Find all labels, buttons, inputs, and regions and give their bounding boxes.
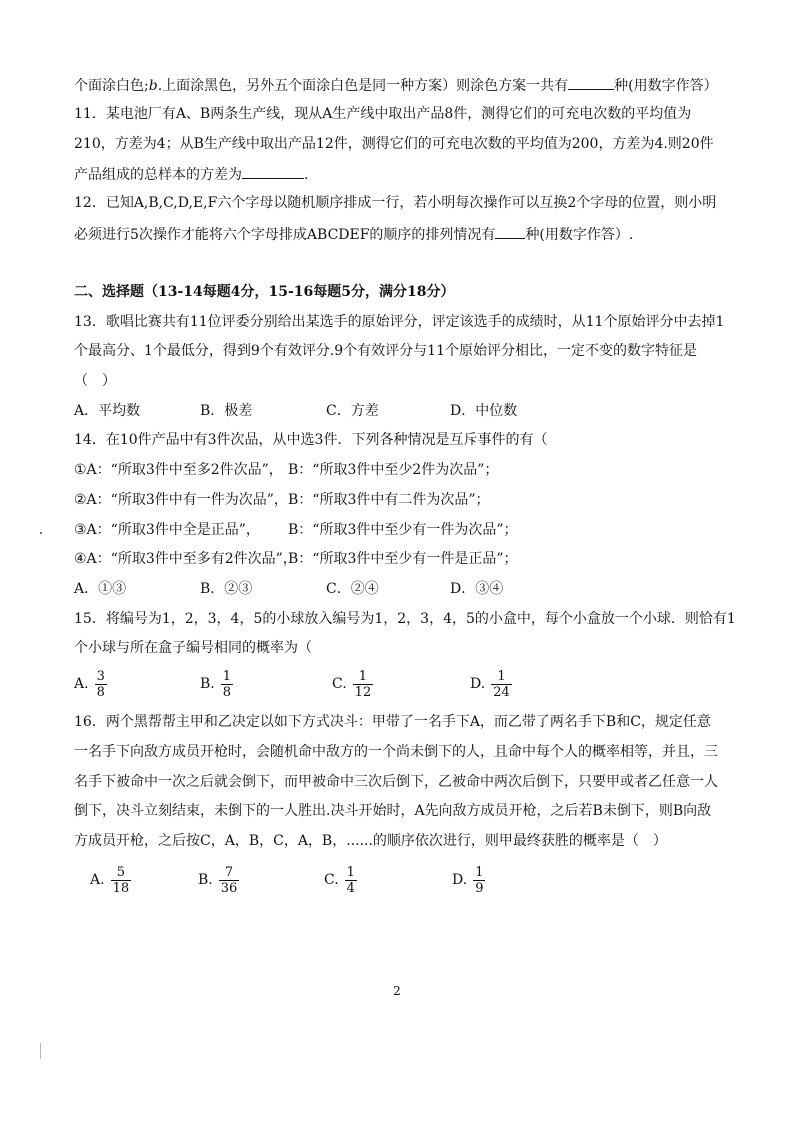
q14-item-4-b: B：“所取3件中至少有一件是正品”；: [288, 551, 518, 567]
q10-tail-line: [74, 74, 724, 94]
q16-option-a[interactable]: [90, 860, 131, 900]
q15-options: [74, 664, 724, 704]
numerator: 1: [346, 864, 355, 880]
numerator: 3: [96, 668, 105, 684]
q16-option-d-label: D.: [452, 872, 468, 888]
q15-option-b[interactable]: [200, 664, 233, 704]
q16-option-c[interactable]: [324, 860, 357, 900]
q16-option-b-fraction: [219, 865, 240, 896]
q16-line2: 一名手下向敌方成员开枪时，会随机命中敌方的一个尚未倒下的人，且命中每个人的概率相等，并且，三: [74, 744, 718, 760]
denominator: 18: [112, 880, 130, 896]
q13-option-c[interactable]: C．方差: [326, 403, 379, 419]
denominator: 24: [493, 684, 510, 700]
q14-item-1: [74, 460, 724, 480]
q10-answer-blank[interactable]: [568, 74, 614, 90]
q14-option-a[interactable]: A．①③: [74, 581, 127, 597]
q11-text: 产品组成的总样本的方差为: [74, 167, 242, 183]
q14-item-3: [74, 520, 724, 540]
scan-edge-mark: [40, 1043, 41, 1059]
denominator: 8: [96, 684, 105, 700]
q14-item-3-b: B：“所取3件中至少有一件为次品”；: [288, 522, 518, 538]
q13-option-d[interactable]: D．中位数: [450, 403, 518, 419]
q12-line1: 12．已知A,B,C,D,E,F六个字母以随机顺序排成一行，若小明每次操作可以互换2个字母的位置，则小明: [74, 195, 717, 211]
q14-item-3-a: ③A：“所取3件中全是正品”，: [74, 522, 260, 538]
scan-dot: [40, 532, 42, 534]
q14-option-b[interactable]: B．②③: [200, 581, 253, 597]
q12-answer-blank[interactable]: [495, 223, 525, 239]
q14-item-2-a: ②A：“所取3件中有一件为次品”，: [74, 492, 288, 508]
q14-line1: 14．在10件产品中有3件次品，从中选3件．下列各种情况是互斥事件的有（: [74, 432, 548, 448]
q14-option-d[interactable]: D．③④: [450, 581, 504, 597]
q16-option-d[interactable]: [452, 860, 485, 900]
q11-line3: 产品组成的总样本的方差为 .: [74, 163, 724, 183]
q15-option-c-label: C.: [332, 676, 347, 692]
q14-item-2: [74, 490, 724, 510]
q16-option-b-label: B.: [198, 872, 213, 888]
q15-option-d[interactable]: [470, 664, 512, 704]
q15-option-a[interactable]: [74, 664, 107, 704]
page-number: 2: [393, 984, 401, 998]
numerator: 1: [497, 668, 506, 684]
q16-line3: 名手下被命中一次之后就会倒下，而甲被命中三次后倒下，乙被命中两次后倒下，只要甲或者乙任意一人: [74, 774, 718, 790]
q15-line1: 15．将编号为1，2，3，4，5的小球放入编号为1，2，3，4，5的小盒中，每个小盒放一个小球．则恰有1: [74, 611, 736, 627]
q11-answer-blank[interactable]: [242, 163, 304, 179]
q10-b: b: [148, 78, 158, 94]
q15-option-c[interactable]: [332, 664, 373, 704]
q12-text-b: 种(用数字作答）.: [525, 227, 634, 243]
q15-option-a-fraction: [95, 669, 107, 700]
q13-line1: 13．歌唱比赛共有11位评委分别给出某选手的原始评分，评定该选手的成绩时，从11个原始评分中去掉1: [74, 314, 725, 330]
numerator: 7: [224, 864, 234, 880]
q14-option-c[interactable]: C．②④: [326, 581, 379, 597]
numerator: 1: [222, 668, 232, 684]
q10-text: 个面涂白色;: [74, 78, 149, 94]
q16-option-a-label: A.: [90, 872, 105, 888]
numerator: 1: [358, 668, 368, 684]
denominator: 8: [222, 684, 232, 700]
section2-title: 二、选择题（13-14每题4分，15-16每题5分，满分18分）: [74, 284, 455, 300]
q16-option-a-fraction: [111, 865, 132, 896]
q16-option-b[interactable]: [198, 860, 239, 900]
denominator: 9: [475, 880, 484, 896]
q14-item-4-a: ④A：“所取3件中至多有2件次品”，: [74, 551, 297, 567]
q13-line3: （ ）: [74, 373, 116, 389]
q16-options: [90, 860, 740, 900]
q14-item-1-b: B：“所取3件中至少2件为次品”；: [288, 462, 499, 478]
q14-item-1-a: ①A：“所取3件中至多2件次品”，: [74, 462, 283, 478]
q15-option-a-label: A.: [74, 676, 89, 692]
q13-option-b[interactable]: B．极差: [200, 403, 253, 419]
numerator: 5: [116, 864, 125, 880]
denominator: 12: [354, 684, 372, 700]
denominator: 36: [220, 880, 238, 896]
q15-line2: 个小球与所在盒子编号相同的概率为（: [74, 640, 312, 656]
q15-option-c-fraction: [353, 669, 374, 700]
q14-item-2-b: B：“所取3件中有二件为次品”；: [288, 492, 490, 508]
q12-text-a: 必须进行5次操作才能将六个字母排成ABCDEF的顺序的排列情况有: [74, 227, 496, 243]
q14-item-4: [74, 549, 724, 569]
denominator: 4: [346, 880, 355, 896]
q16-option-c-fraction: [345, 865, 357, 896]
q13-option-a[interactable]: A．平均数: [74, 403, 141, 419]
q11-line1: 11．某电池厂有A、B两条生产线，现从A生产线中取出产品8件，测得它们的可充电次数的平均值为: [74, 106, 692, 122]
q16-option-d-fraction: [473, 865, 485, 896]
q15-option-d-label: D.: [470, 676, 486, 692]
q13-options: [74, 401, 724, 421]
q14-options: [74, 579, 724, 599]
q13-line2: 个最高分、1个最低分，得到9个有效评分.9个有效评分与11个原始评分相比，一定不变的数字特征是: [74, 343, 697, 359]
q15-option-b-label: B.: [200, 676, 215, 692]
q15-option-b-fraction: [221, 669, 233, 700]
q10-text2: .上面涂黑色，另外五个面涂白色是同一种方案）则涂色方案一共有: [157, 78, 569, 94]
numerator: 1: [475, 864, 484, 880]
q16-line4: 倒下，决斗立刻结束，未倒下的一人胜出.决斗开始时，A先向敌方成员开枪，之后若B未倒下，则B向敌: [74, 803, 712, 819]
q10-text3: 种(用数字作答）: [614, 78, 718, 94]
q16-line1: 16．两个黑帮帮主甲和乙决定以如下方式决斗：甲带了一名手下A，而乙带了两名手下B和C，规定任意: [74, 714, 711, 730]
q16-option-c-label: C.: [324, 872, 339, 888]
q16-line5: 方成员开枪，之后按C，A，B，C，A，B，......的顺序依次进行，则甲最终获胜的概率是（ ）: [74, 833, 667, 849]
q11-line2: 210，方差为4；从B生产线中取出产品12件，测得它们的可充电次数的平均值为200，方差为4.则20件: [74, 136, 714, 152]
q12-line2: [74, 223, 724, 243]
q15-option-d-fraction: [491, 669, 512, 700]
